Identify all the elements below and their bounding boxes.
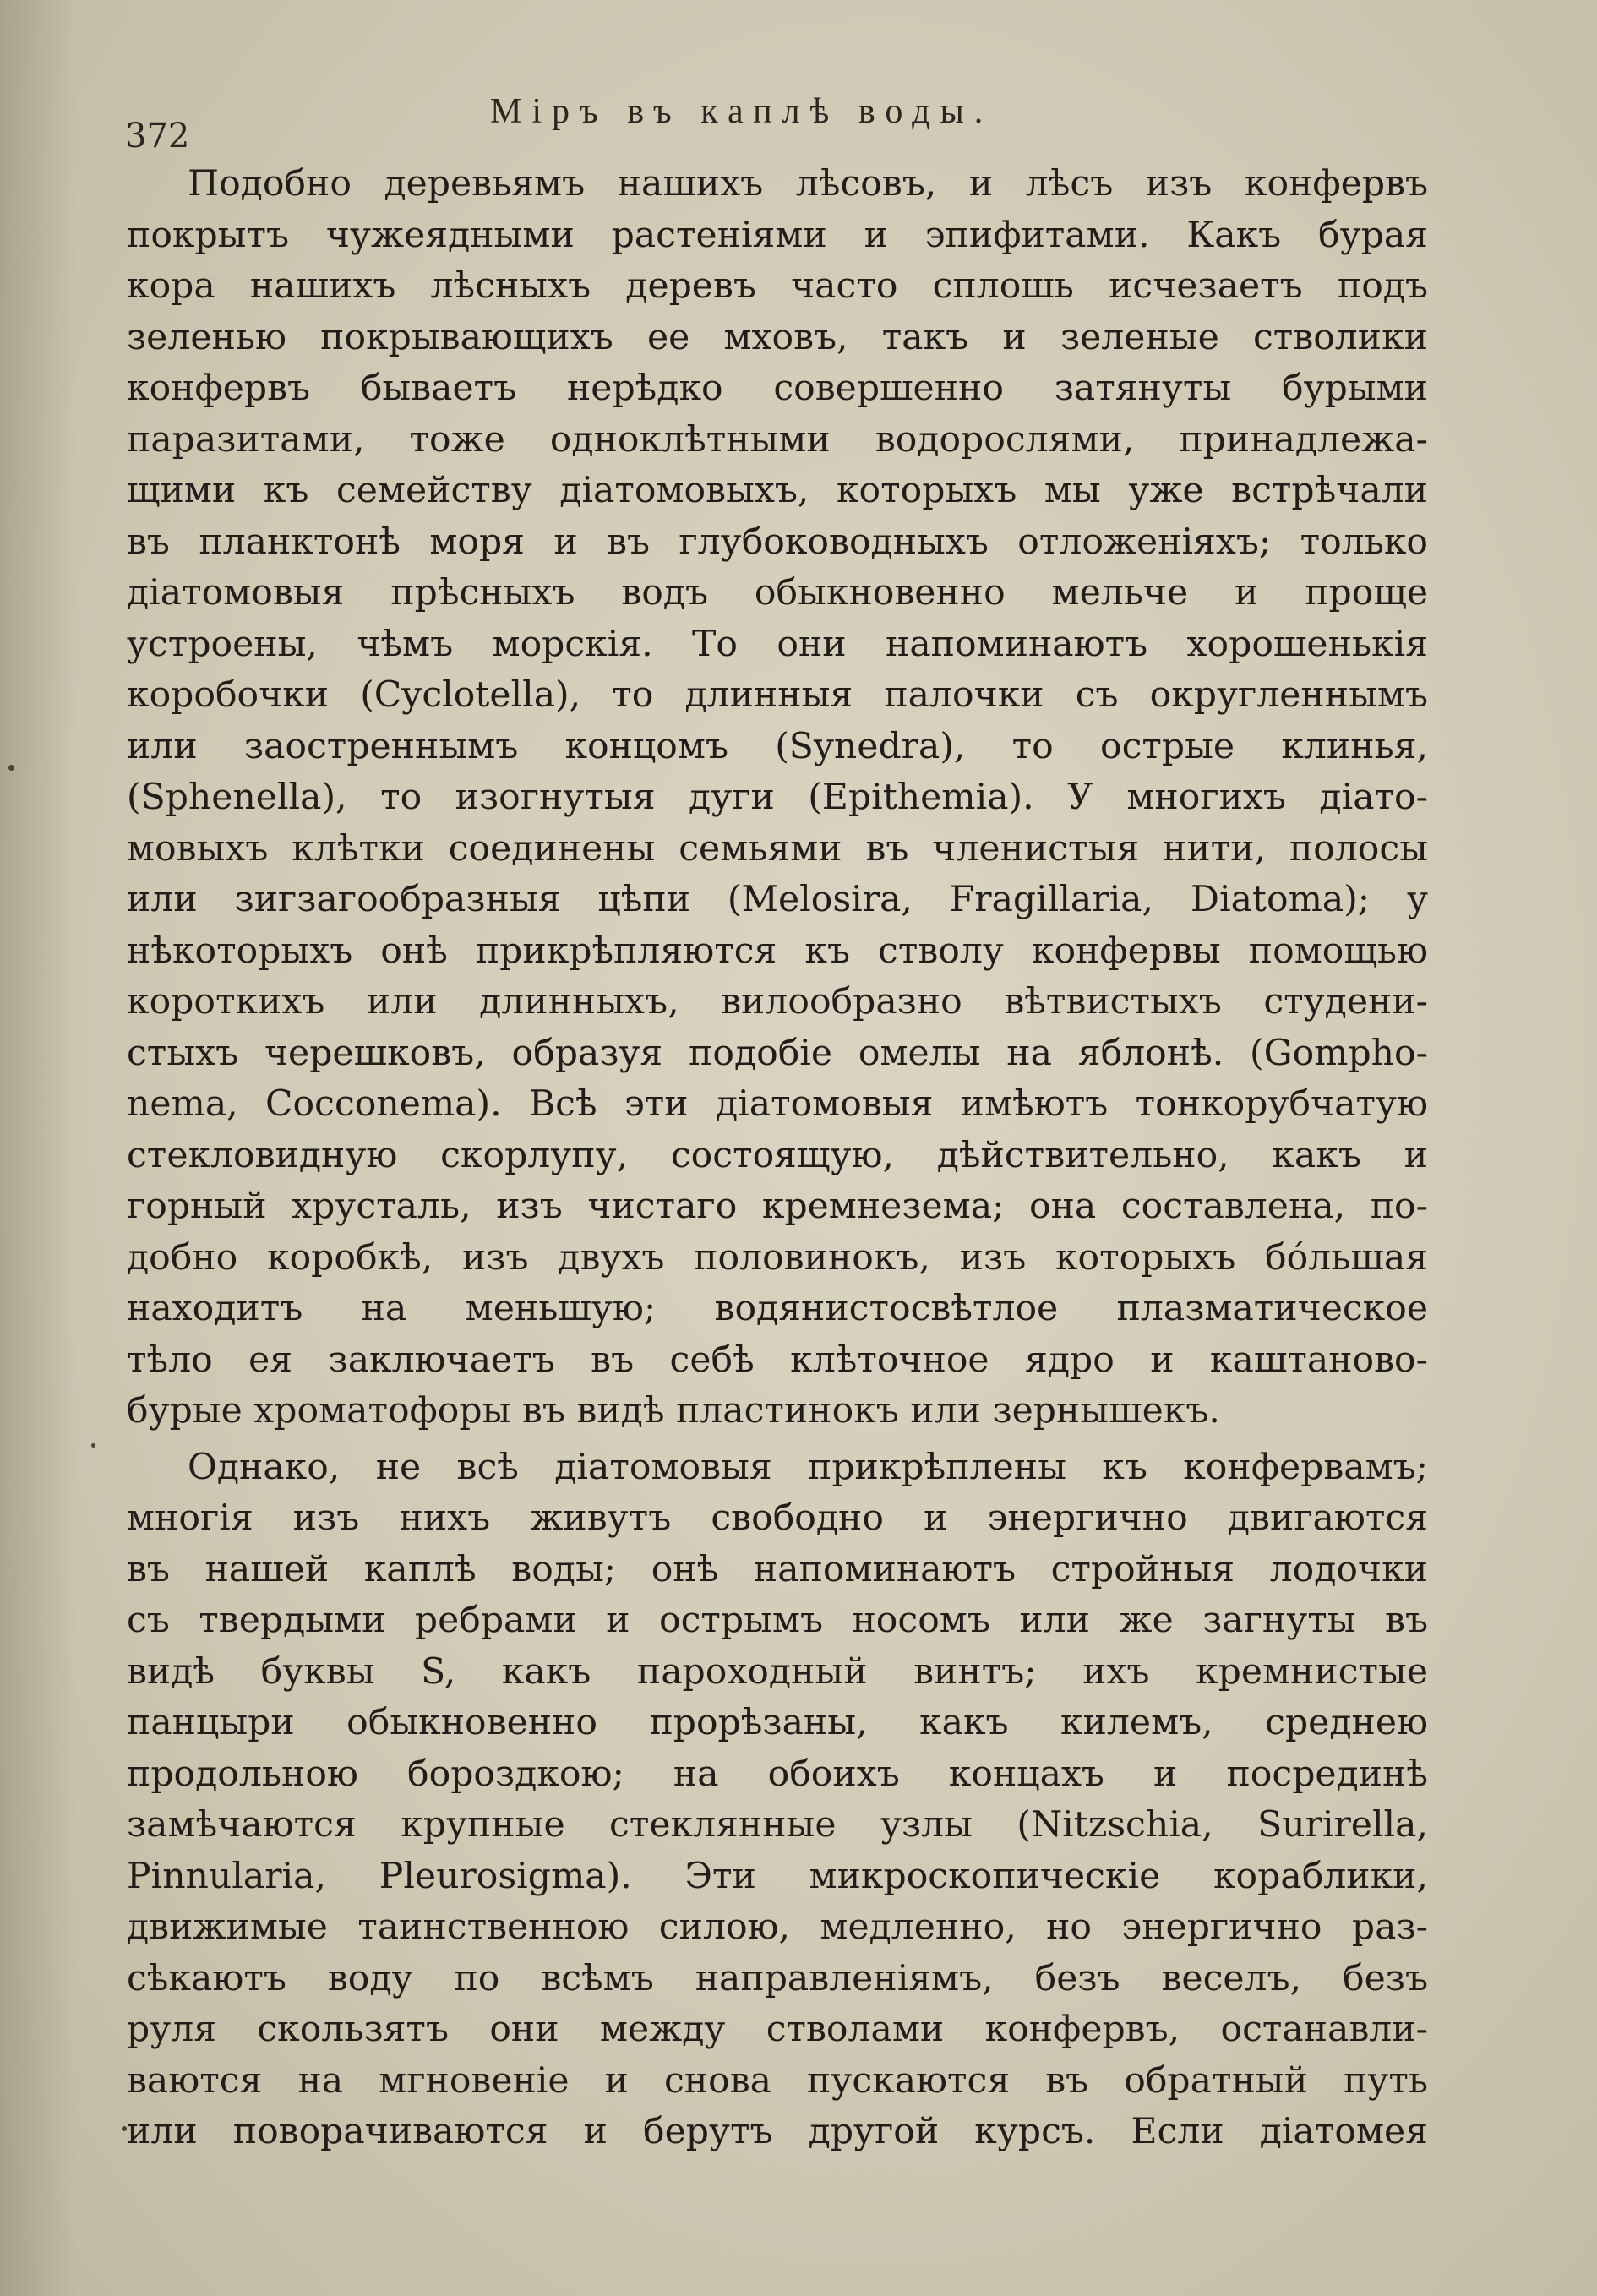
text-line: діатомовыя прѣсныхъ водъ обыкновенно мельче и проще: [127, 572, 1428, 614]
paper-speck: [8, 765, 14, 771]
text-line: многія изъ нихъ живутъ свободно и энергично двигаются: [127, 1497, 1428, 1539]
text-line: зеленью покрывающихъ ее мховъ, такъ и зеленые стволики: [127, 316, 1428, 358]
text-line: съ твердыми ребрами и острымъ носомъ или же загнуты въ: [127, 1600, 1428, 1641]
text-line: или зигзагообразныя цѣпи (Melosira, Fragillaria, Diatoma); у: [127, 879, 1428, 920]
text-line: паразитами, тоже одноклѣтными водорослями, принадлежа-: [127, 418, 1428, 461]
text-line: мовыхъ клѣтки соединены семьями въ членистыя нити, полосы: [127, 827, 1428, 870]
text-line: Подобно деревьямъ нашихъ лѣсовъ, и лѣсъ изъ конфервъ: [188, 163, 1428, 205]
text-line: стекловидную скорлупу, состоящую, дѣйствительно, какъ и: [127, 1134, 1428, 1176]
text-line: руля скользятъ они между стволами конфервъ, останавли-: [127, 2009, 1428, 2050]
text-line: устроены, чѣмъ морскія. То они напоминаютъ хорошенькія: [127, 623, 1428, 665]
text-line: или поворачиваются и берутъ другой курсъ. Если діатомея: [127, 2111, 1428, 2152]
text-line: въ планктонѣ моря и въ глубоководныхъ отложеніяхъ; только: [127, 521, 1428, 563]
text-line: или заостреннымъ концомъ (Synedra), то острые клинья,: [127, 725, 1428, 767]
paper-speck: [91, 1443, 95, 1448]
text-line: короткихъ или длинныхъ, вилообразно вѣтвистыхъ студени-: [127, 981, 1428, 1023]
text-line: стыхъ черешковъ, образуя подобіе омелы на яблонѣ. (Gompho-: [127, 1032, 1428, 1074]
text-line: горный хрусталь, изъ чистаго кремнезема; она составлена, по-: [127, 1186, 1428, 1227]
page-number: 372: [125, 117, 190, 155]
text-line: (Sphenella), то изогнутыя дуги (Epithemia). У многихъ діато-: [127, 777, 1428, 818]
text-line: добно коробкѣ, изъ двухъ половинокъ, изъ которыхъ бо́льшая: [127, 1236, 1428, 1279]
text-line: въ нашей каплѣ воды; онѣ напоминаютъ стройныя лодочки: [127, 1548, 1428, 1590]
text-line: Однако, не всѣ діатомовыя прикрѣплены къ конфервамъ;: [188, 1446, 1428, 1488]
text-line: замѣчаются крупные стеклянные узлы (Nitzschia, Surirella,: [127, 1804, 1428, 1846]
text-line: движимые таинственною силою, медленно, но энергично раз-: [127, 1906, 1428, 1948]
text-line: кора нашихъ лѣсныхъ деревъ часто сплошь исчезаетъ подъ: [127, 265, 1428, 307]
text-line: продольною бороздкою; на обоихъ концахъ и посрединѣ: [127, 1753, 1428, 1795]
text-line: находитъ на меньшую; водянистосвѣтлое плазматическое: [127, 1288, 1428, 1329]
text-line: панцыри обыкновенно прорѣзаны, какъ килемъ, среднею: [127, 1702, 1428, 1743]
page-edge-shadow: [0, 0, 76, 2296]
paper-speck: [122, 2126, 127, 2131]
running-head: Міръ въ каплѣ воды.: [490, 92, 994, 131]
text-line: nema, Cocconema). Всѣ эти діатомовыя имѣютъ тонкорубчатую: [127, 1083, 1428, 1125]
paragraph-container: [127, 159, 1428, 2158]
text-line: видѣ буквы S, какъ пароходный винтъ; ихъ кремнистые: [127, 1650, 1428, 1693]
body-text: [127, 159, 1428, 2158]
text-line: щими къ семейству діатомовыхъ, которыхъ мы уже встрѣчали: [127, 470, 1428, 511]
text-line: коробочки (Cyclotella), то длинныя палочки съ округленнымъ: [127, 674, 1428, 716]
text-line: нѣкоторыхъ онѣ прикрѣпляются къ стволу конфервы помощью: [127, 930, 1428, 972]
text-line: ваются на мгновеніе и снова пускаются въ обратный путь: [127, 2059, 1428, 2102]
text-line: конфервъ бываетъ нерѣдко совершенно затянуты бурыми: [127, 368, 1428, 409]
text-line: тѣло ея заключаетъ въ себѣ клѣточное ядро и каштаново-: [127, 1339, 1428, 1381]
text-line: покрытъ чужеядными растеніями и эпифитами. Какъ бурая: [127, 214, 1428, 256]
text-line: бурые хроматофоры въ видѣ пластинокъ или зернышекъ.: [127, 1390, 1220, 1432]
text-line: Pinnularia, Pleurosigma). Эти микроскопическіе кораблики,: [127, 1855, 1428, 1897]
text-line: сѣкаютъ воду по всѣмъ направленіямъ, безъ веселъ, безъ: [127, 1957, 1428, 1999]
